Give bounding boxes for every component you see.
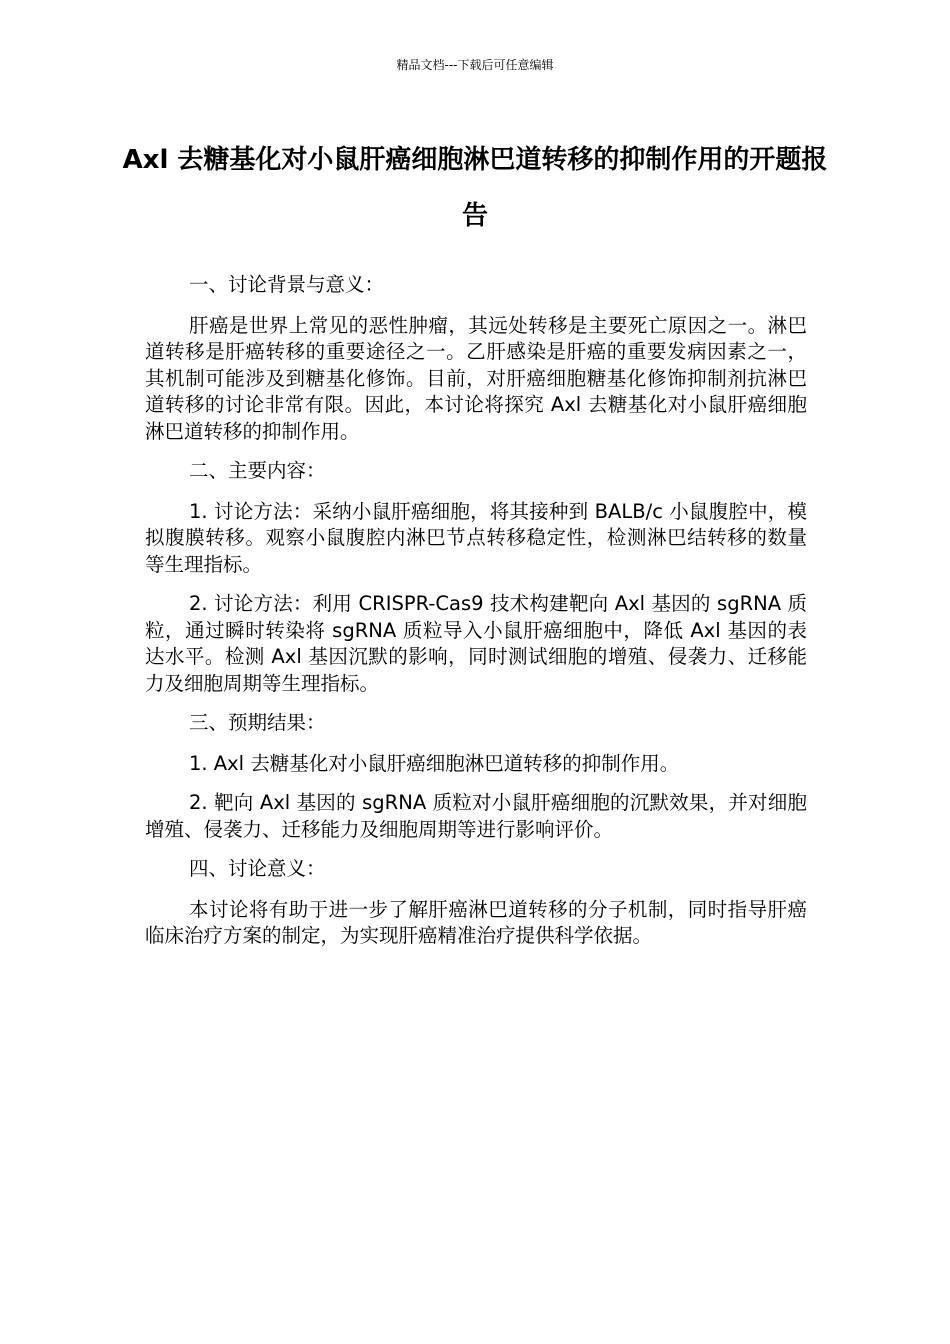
document-body <box>145 272 807 963</box>
paragraph-background: 肝癌是世界上常见的恶性肿瘤，其远处转移是主要死亡原因之一。淋巴道转移是肝癌转移的重要途径之一。乙肝感染是肝癌的重要发病因素之一，其机制可能涉及到糖基化修饰。目前，对肝癌细胞糖基化修饰抑制剂抗淋巴道转移的讨论非常有限。因此，本讨论将探究 Axl 去糖基化对小鼠肝癌细胞淋巴道转移的抑制作用。 <box>145 313 807 443</box>
paragraph-significance: 本讨论将有助于进一步了解肝癌淋巴道转移的分子机制，同时指导肝癌临床治疗方案的制定，为实现肝癌精准治疗提供科学依据。 <box>145 897 807 947</box>
header-note: 精品文档---下载后可任意编辑 <box>396 58 554 72</box>
paragraph-result-1: 1. Axl 去糖基化对小鼠肝癌细胞淋巴道转移的抑制作用。 <box>189 751 680 775</box>
paragraph-method-2: 2. 讨论方法：利用 CRISPR-Cas9 技术构建靶向 Axl 基因的 sgRNA 质粒，通过瞬时转染将 sgRNA 质粒导入小鼠肝癌细胞中，降低 Axl 基因的表达水平。检测 Axl 基因沉默的影响，同时测试细胞的增殖、侵袭力、迁移能力及细胞周期等生理指标。 <box>145 592 807 695</box>
paragraph-result-2: 2. 靶向 Axl 基因的 sgRNA 质粒对小鼠肝癌细胞的沉默效果，并对细胞增殖、侵袭力、迁移能力及细胞周期等进行影响评价。 <box>145 791 807 841</box>
section-heading-background: 一、讨论背景与意义： <box>189 273 385 296</box>
paragraph-method-1: 1. 讨论方法：采纳小鼠肝癌细胞，将其接种到 BALB/c 小鼠腹腔中，模拟腹膜转移。观察小鼠腹腔内淋巴节点转移稳定性，检测淋巴结转移的数量等生理指标。 <box>145 499 807 576</box>
section-heading-expected-results: 三、预期结果： <box>189 711 326 734</box>
document-title: Axl 去糖基化对小鼠肝癌细胞淋巴道转移的抑制作用的开题报告 <box>122 145 828 231</box>
section-heading-significance: 四、讨论意义： <box>189 857 326 880</box>
section-heading-content: 二、主要内容： <box>189 459 326 482</box>
